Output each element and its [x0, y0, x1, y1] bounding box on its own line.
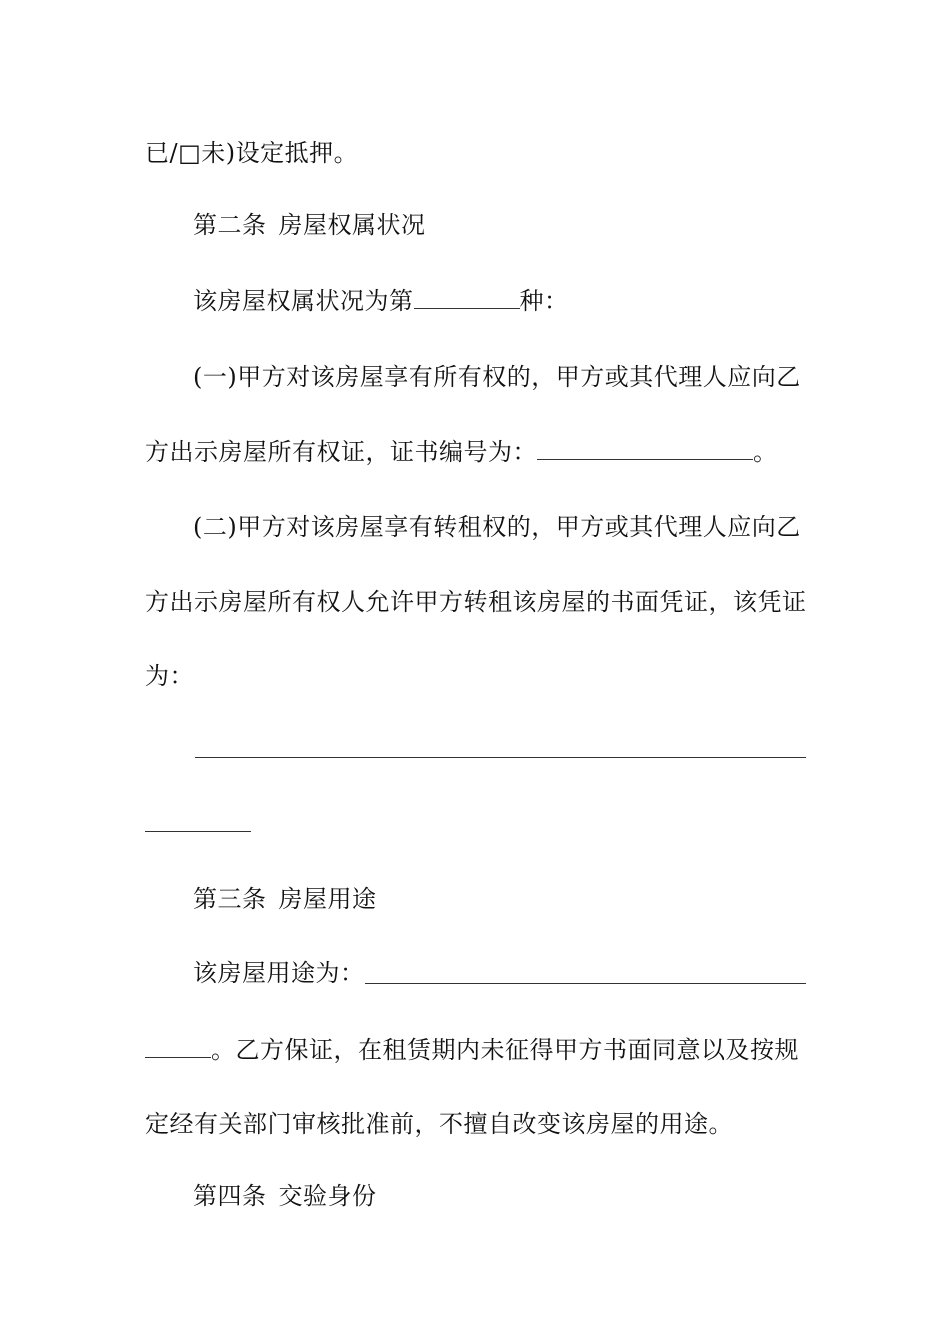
clause-2-line-1: [193, 512, 801, 542]
text-line: 种：: [519, 287, 569, 315]
paragraph-mortgage-end: [145, 138, 358, 168]
section-number: 第三条: [193, 885, 267, 913]
text-line: 已/□未)设定抵押。: [145, 139, 359, 167]
usage-line-1: [193, 958, 365, 988]
text-line: 为：: [145, 662, 194, 690]
text-line: 。: [753, 438, 778, 466]
section-heading-3: [193, 884, 377, 914]
text-line: (二)甲方对该房屋享有转租权的，甲方或其代理人应向乙: [193, 513, 801, 541]
usage-blank-line-1[interactable]: [365, 983, 806, 984]
text-line: 该房屋权属状况为第: [193, 287, 414, 315]
text-line: 该房屋用途为：: [193, 959, 365, 987]
section-title: 房屋权属状况: [278, 211, 426, 239]
text-line: (一)甲方对该房屋享有所有权的，甲方或其代理人应向乙: [193, 363, 801, 391]
usage-line-2: [145, 1035, 799, 1065]
certificate-number-blank[interactable]: [537, 439, 753, 460]
section-number: 第二条: [193, 211, 267, 239]
clause-1-line-1: [193, 362, 801, 392]
usage-blank-line-2[interactable]: [145, 1037, 211, 1058]
usage-line-3: [145, 1109, 733, 1139]
section-title: 房屋用途: [278, 885, 377, 913]
text-line: 定经有关部门审核批准前，不擅自改变该房屋的用途。: [145, 1110, 733, 1138]
voucher-blank-line-2[interactable]: [145, 831, 251, 832]
section-number: 第四条: [193, 1182, 267, 1210]
clause-2-line-3: [145, 661, 194, 691]
clause-2-line-2: [145, 587, 807, 617]
clause-1-line-2: [145, 437, 778, 467]
text-line: 方出示房屋所有权证，证书编号为：: [145, 438, 537, 466]
ownership-type-blank[interactable]: [414, 288, 520, 309]
section-heading-2: [193, 210, 426, 240]
text-line: 。乙方保证，在租赁期内未征得甲方书面同意以及按规: [211, 1036, 799, 1064]
ownership-type-line: [193, 286, 569, 316]
text-line: 方出示房屋所有权人允许甲方转租该房屋的书面凭证，该凭证: [145, 588, 807, 616]
section-heading-4: [193, 1181, 377, 1211]
section-title: 交验身份: [278, 1182, 377, 1210]
voucher-blank-line-1[interactable]: [195, 757, 806, 758]
